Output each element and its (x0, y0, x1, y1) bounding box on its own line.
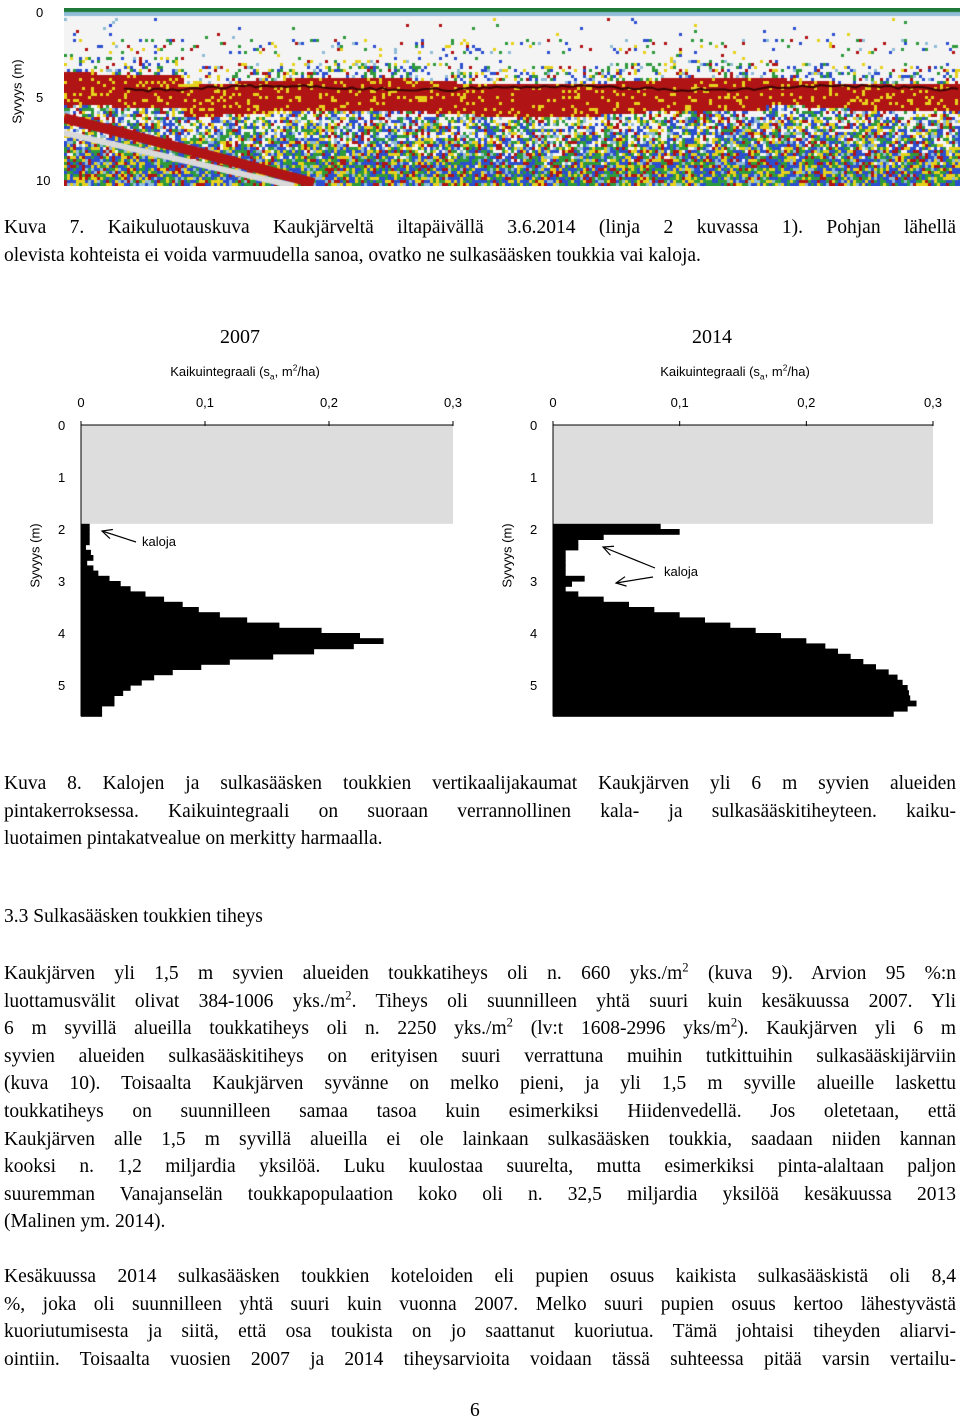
chart-2014-bar (553, 623, 730, 629)
para-2-line-1: Kesäkuussa 2014 sulkasääsken toukkien koteloiden eli pupien osuus kaikista sulkasääskistä oli 8,4 (4, 1266, 956, 1287)
chart-2007-x-tick-label: 0,3 (443, 395, 463, 410)
chart-2007-bar (81, 675, 154, 681)
para-1-line-4: syvien alueiden sulkasääskitiheys on erityisen suuri verrattuna muihin tutkittuihin sulkasääskijärviin (4, 1045, 956, 1067)
echogram-tick-10: 10 (36, 173, 51, 188)
para-2-line-2: %, joka oli suunnilleen yhtä suuri kuin vuonna 2007. Melko suuri pupien osuus kertoo lähestyvästä (4, 1293, 956, 1315)
chart-2007-y-tick-label: 2 (58, 522, 66, 537)
chart-2007-bar (81, 560, 87, 566)
chart-2007-bar (81, 534, 90, 540)
chart-2007-bar (81, 565, 93, 571)
chart-2014-bar (553, 586, 566, 592)
chart-2014-bar (553, 633, 781, 639)
chart-2007-x-tick-label: 0,2 (319, 395, 339, 410)
chart-2014-y-axis-label: Syvyys (m) (499, 523, 515, 588)
para-1-line-3: 6 m syvillä alueilla toukkatiheys oli n. 2250 $yks./m^2$ (lv:t 1608-2996 yks/$m^2$). Kaukjärven yli 6 m (4, 1015, 956, 1040)
para-1-line-6: toukkatiheys on suunnilleen samaa tasoa kuin esimerkiksi Hiidenvedellä. Jos oletetaan, että (4, 1100, 956, 1122)
chart-2007-y-tick-label: 1 (58, 470, 66, 485)
caption-figure-7 (4, 214, 956, 269)
chart-2014 (472, 318, 960, 718)
para-2-line-3: kuoriutumisesta ja siitä, että osa toukista on jo saattanut kuoriutua. Tämä johtaisi tiheyden aliarvi- (4, 1321, 956, 1343)
chart-2014-y-tick-label: 0 (530, 418, 538, 433)
section-heading: 3.3 Sulkasääsken toukkien tiheys (4, 906, 263, 927)
para-1-line-9: suuremman Vanajanselän toukkapopulaation koko oli n. 32,5 miljardia yksilöä kesäkuussa 2013 (4, 1183, 956, 1205)
chart-2007-year-title: 2007 (220, 326, 260, 348)
chart-2014-y-tick-label: 2 (530, 522, 538, 537)
caption-7-line-1: Kuva 7. Kaikuluotauskuva Kaukjärveltä iltapäivällä 3.6.2014 (linja 2 kuvassa 1). Pohjan lähellä (4, 217, 956, 238)
caption-8-line-1: Kuva 8. Kalojen ja sulkasääsken toukkien vertikaalijakaumat Kaukjärven yli 6 m syvien alueiden (4, 773, 956, 794)
chart-2007-y-tick-label: 0 (58, 418, 66, 433)
para-1-line-1: Kaukjärven yli 1,5 m syvien alueiden toukkatiheys oli n. 660 $yks./m^2$ (kuva 9). Arvion 95 %:n (4, 960, 956, 984)
chart-2014-bar (553, 643, 825, 649)
chart-2014-bar (553, 534, 604, 540)
chart-2007-bar (81, 706, 102, 712)
chart-2014-bar (553, 560, 566, 566)
chart-2007-plot (0, 318, 480, 718)
paragraph-2 (4, 1263, 956, 1373)
chart-2014-bar (553, 690, 909, 696)
chart-2007-bar (81, 597, 164, 603)
paragraph-1 (4, 960, 956, 1236)
chart-2014-y-tick-label: 4 (530, 626, 538, 641)
chart-2007-annotation-larvae: sulkasääsken toukkia (114, 622, 238, 637)
chart-2007-y-tick-label: 4 (58, 626, 66, 641)
chart-2007-x-tick-label: 0,1 (195, 395, 215, 410)
chart-2014-bar (553, 612, 680, 618)
chart-2007-bar (81, 711, 102, 717)
chart-2007-bar (81, 571, 98, 577)
chart-2014-bar (553, 602, 629, 608)
chart-2007-bar (81, 586, 131, 592)
chart-2014-bar (553, 664, 876, 670)
chart-2014-fish-arrow (603, 547, 655, 568)
chart-2007-bar (81, 701, 114, 707)
chart-2007-bar (81, 680, 142, 686)
page-number: 6 (470, 1400, 480, 1421)
chart-2007-bar (81, 591, 145, 597)
chart-2014-plot (472, 318, 960, 718)
echogram-image (64, 8, 960, 186)
chart-2007-bar (81, 659, 230, 665)
caption-8-line-2: pintakerroksessa. Kaikuintegraali on suoraan verrannollinen kala- ja sulkasääskitiheyteen. kaiku- (4, 800, 956, 822)
echogram-tick-0: 0 (36, 5, 44, 20)
chart-2007-bar (81, 649, 314, 655)
para-2-line-4: ointiin. Toisaalta vuosien 2007 ja 2014 tiheysarvioita voidaan tässä suhteessa pitää varsin vertailu- (4, 1348, 956, 1370)
chart-2007-bar (81, 685, 131, 691)
chart-2014-bar (553, 607, 654, 613)
para-1-line-7: Kaukjärven alle 1,5 m syvillä alueilla ei ole lainkaan sulkasääsken toukkia, saadaan niiden kannan (4, 1128, 956, 1150)
chart-2014-x-tick-label: 0,2 (797, 395, 816, 410)
chart-2007-bar (81, 550, 91, 556)
chart-2014-bar (553, 659, 863, 665)
chart-2014-annotation-fish: kaloja (664, 564, 698, 579)
chart-2014-bar (553, 591, 578, 597)
chart-2014-bar (553, 550, 566, 556)
echogram-tick-5: 5 (36, 90, 44, 105)
chart-2007-annotation-fish: kaloja (142, 534, 176, 549)
chart-2014-x-tick-label: 0 (549, 395, 557, 410)
chart-2007-bar (81, 695, 114, 701)
chart-2014-x-tick-label: 0,1 (670, 395, 689, 410)
echogram-y-axis-label: Syvyys (m) (9, 59, 25, 124)
chart-2007-y-axis-label: Syvyys (m) (27, 523, 43, 588)
chart-2007-bar (81, 545, 86, 551)
chart-2007-bar (81, 602, 183, 608)
chart-2007-bar (81, 539, 90, 545)
para-1-line-5: (kuva 10). Toisaalta Kaukjärven syvänne on melko pieni, ja yli 1,5 m syville alueille laskettu (4, 1073, 956, 1095)
chart-2014-bar (553, 701, 917, 707)
para-1-line-8: kooksi n. 1,2 miljardia yksilöä. Luku kuulostaa suurelta, mutta esimerkiksi pinta-alaltaan paljon (4, 1156, 956, 1178)
chart-2014-bar (553, 695, 910, 701)
caption-7-line-2: olevista kohteista ei voida varmuudella sanoa, ovatko ne sulkasääsken toukkia vai kaloja. (4, 244, 701, 266)
chart-2007-bar (81, 524, 90, 530)
para-1-line-10: (Malinen ym. 2014). (4, 1211, 166, 1233)
chart-2014-bar (553, 555, 566, 561)
chart-2014-bar (553, 654, 851, 660)
chart-2014-bar (553, 576, 585, 582)
chart-2014-bar (553, 711, 894, 717)
chart-2014-bar (553, 649, 838, 655)
chart-2007-y-tick-label: 3 (58, 574, 66, 589)
chart-2014-year-title: 2014 (692, 326, 732, 348)
chart-2007-bar (81, 654, 273, 660)
chart-2007-bar (81, 529, 90, 535)
chart-2014-bar (553, 628, 756, 634)
chart-2007-bar (81, 664, 201, 670)
chart-2014-bar (553, 539, 578, 545)
chart-2007-blind-zone (81, 425, 453, 524)
chart-2007-bar (81, 607, 199, 613)
chart-2007-x-axis-title: Kaikuintegraali ($s_a$, $m^2/ha$) (170, 362, 320, 382)
chart-2014-fish-arrow-2 (616, 577, 653, 583)
chart-2014-bar (553, 638, 806, 644)
caption-8-line-3: luotaimen pintakatvealue on merkitty harmaalla. (4, 828, 383, 850)
chart-2014-x-axis-title: Kaikuintegraali ($s_a$, $m^2/ha$) (660, 362, 810, 382)
chart-2014-x-tick-label: 0,3 (923, 395, 943, 410)
chart-2014-bar (553, 524, 661, 530)
chart-2007-bar (81, 643, 354, 649)
chart-2014-bar (553, 597, 604, 603)
chart-2014-bar (553, 529, 680, 535)
chart-2007-x-tick-label: 0 (77, 395, 85, 410)
chart-2014-bar (553, 565, 566, 571)
chart-2014-bar (553, 581, 572, 587)
chart-2007-bar (81, 690, 123, 696)
chart-2014-annotation-larvae: sulkasääsken toukkia (634, 674, 758, 689)
chart-2014-bar (553, 617, 705, 623)
chart-2007-bar (81, 669, 173, 675)
chart-2014-y-tick-label: 3 (530, 574, 538, 589)
chart-2007-bar (81, 638, 384, 644)
chart-2007-bar (81, 555, 93, 561)
chart-2007 (0, 318, 480, 718)
chart-2007-bar (81, 612, 220, 618)
chart-2007-bar (81, 576, 110, 582)
chart-2007-y-tick-label: 5 (58, 678, 66, 693)
chart-2014-bar (553, 571, 566, 577)
chart-2014-bar (553, 706, 908, 712)
chart-2014-bar (553, 545, 578, 551)
chart-2014-blind-zone (553, 425, 933, 524)
echogram-figure (0, 0, 960, 190)
caption-figure-8 (4, 770, 956, 853)
chart-2014-y-tick-label: 5 (530, 678, 538, 693)
chart-2007-bar (81, 581, 121, 587)
chart-2014-y-tick-label: 1 (530, 470, 538, 485)
para-1-line-2: luottamusvälit olivat 384-1006 $yks./m^2$. Tiheys oli suunnilleen yhtä suuri kuin kesäkuussa 2007. Yli (4, 988, 956, 1012)
